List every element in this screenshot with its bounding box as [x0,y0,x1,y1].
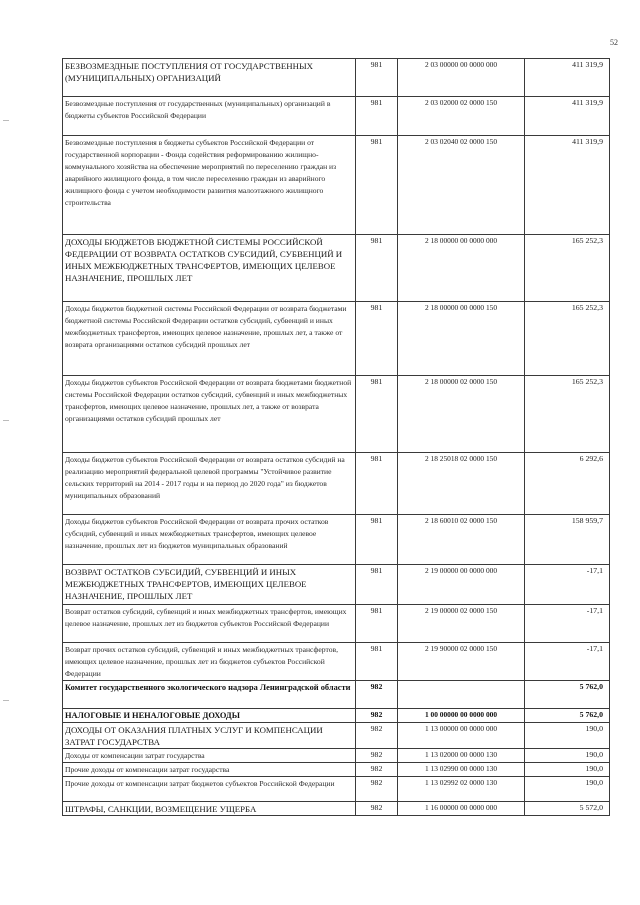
row-amount: 411 319,9 [525,97,610,136]
row-name: Безвозмездные поступления от государственных (муниципальных) организаций в бюджеты субъектов Российской Федерации [63,97,356,136]
row-admin-code: 981 [356,302,398,376]
row-amount: 165 252,3 [525,235,610,302]
table-row [63,515,610,565]
row-budget-code [398,681,525,709]
row-admin-code: 981 [356,565,398,605]
row-admin-code: 981 [356,59,398,97]
table-row [63,709,610,723]
table-row [63,136,610,235]
row-amount: 190,0 [525,749,610,763]
row-admin-code: 981 [356,515,398,565]
table-row [63,376,610,453]
row-budget-code: 2 19 90000 02 0000 150 [398,643,525,681]
row-name: Доходы бюджетов бюджетной системы Российской Федерации от возврата бюджетами бюджетной системы Российской Федерации остатков субсидий, субвенций и иных межбюджетных трансфертов, имеющих целевое назначение, прошлых лет, а также от возврата организациями остатков субсидий прошлых лет [63,302,356,376]
table-row [63,605,610,643]
table-row [63,723,610,749]
table-row [63,97,610,136]
table-row [63,565,610,605]
row-budget-code: 2 18 00000 02 0000 150 [398,376,525,453]
row-amount: 165 252,3 [525,302,610,376]
row-amount: 5 572,0 [525,802,610,816]
margin-mark [3,120,9,121]
row-amount: 411 319,9 [525,59,610,97]
row-admin-code: 982 [356,777,398,802]
row-admin-code: 982 [356,749,398,763]
row-budget-code: 1 16 00000 00 0000 000 [398,802,525,816]
row-name: Безвозмездные поступления в бюджеты субъектов Российской Федерации от государственной корпорации - Фонда содействия реформированию жилищно-коммунального хозяйства на обеспечение мероприятий по переселению граждан из аварийного жилищного фонда, в том числе переселению граждан из аварийного жилищного фонда с учетом необходимости развития малоэтажного жилищного строительства [63,136,356,235]
row-budget-code: 1 13 02992 02 0000 130 [398,777,525,802]
row-name: Возврат остатков субсидий, субвенций и иных межбюджетных трансфертов, имеющих целевое назначение, прошлых лет из бюджетов субъектов Российской Федерации [63,605,356,643]
row-admin-code: 981 [356,235,398,302]
row-budget-code: 2 03 00000 00 0000 000 [398,59,525,97]
row-budget-code: 2 18 60010 02 0000 150 [398,515,525,565]
table-row [63,643,610,681]
row-name: Прочие доходы от компенсации затрат государства [63,763,356,777]
table-row [63,235,610,302]
row-amount: 190,0 [525,723,610,749]
row-amount: 6 292,6 [525,453,610,515]
table-row [63,302,610,376]
row-amount: -17,1 [525,643,610,681]
row-name: ВОЗВРАТ ОСТАТКОВ СУБСИДИЙ, СУБВЕНЦИЙ И ИНЫХ МЕЖБЮДЖЕТНЫХ ТРАНСФЕРТОВ, ИМЕЮЩИХ ЦЕЛЕВОЕ НАЗНАЧЕНИЕ, ПРОШЛЫХ ЛЕТ [63,565,356,605]
row-budget-code: 1 13 02000 00 0000 130 [398,749,525,763]
page-number: 52 [610,38,618,47]
row-amount: -17,1 [525,565,610,605]
table-row [63,777,610,802]
row-name: Возврат прочих остатков субсидий, субвенций и иных межбюджетных трансфертов, имеющих целевое назначение, прошлых лет из бюджетов субъектов Российской Федерации [63,643,356,681]
row-name: Доходы бюджетов субъектов Российской Федерации от возврата прочих остатков субсидий, субвенций и иных межбюджетных трансфертов, имеющих целевое назначение, прошлых лет из бюджетов муниципальных образований [63,515,356,565]
row-budget-code: 1 13 00000 00 0000 000 [398,723,525,749]
row-name: БЕЗВОЗМЕЗДНЫЕ ПОСТУПЛЕНИЯ ОТ ГОСУДАРСТВЕННЫХ (МУНИЦИПАЛЬНЫХ) ОРГАНИЗАЦИЙ [63,59,356,97]
row-admin-code: 982 [356,763,398,777]
table-row [63,802,610,816]
margin-mark [3,420,9,421]
table-row [63,681,610,709]
row-name: ДОХОДЫ БЮДЖЕТОВ БЮДЖЕТНОЙ СИСТЕМЫ РОССИЙСКОЙ ФЕДЕРАЦИИ ОТ ВОЗВРАТА ОСТАТКОВ СУБСИДИЙ, СУБВЕНЦИЙ И ИНЫХ МЕЖБЮДЖЕТНЫХ ТРАНСФЕРТОВ, ИМЕЮЩИХ ЦЕЛЕВОЕ НАЗНАЧЕНИЕ, ПРОШЛЫХ ЛЕТ [63,235,356,302]
row-budget-code: 2 18 00000 00 0000 150 [398,302,525,376]
row-budget-code: 2 18 00000 00 0000 000 [398,235,525,302]
table-row [63,59,610,97]
row-budget-code: 2 03 02000 02 0000 150 [398,97,525,136]
row-amount: 411 319,9 [525,136,610,235]
row-admin-code: 981 [356,376,398,453]
row-admin-code: 981 [356,97,398,136]
budget-revenue-table [62,58,610,816]
table-row [63,749,610,763]
row-name: Доходы бюджетов субъектов Российской Федерации от возврата бюджетами бюджетной системы Российской Федерации остатков субсидий, субвенций и иных межбюджетных трансфертов, имеющих целевое назначение, прошлых лет, а также от возврата организациями остатков субсидий прошлых лет [63,376,356,453]
row-budget-code: 1 00 00000 00 0000 000 [398,709,525,723]
row-admin-code: 982 [356,681,398,709]
row-amount: 5 762,0 [525,681,610,709]
row-amount: 190,0 [525,777,610,802]
row-admin-code: 981 [356,605,398,643]
row-admin-code: 982 [356,802,398,816]
row-admin-code: 981 [356,643,398,681]
row-name: Комитет государственного экологического надзора Ленинградской области [63,681,356,709]
row-amount: 158 959,7 [525,515,610,565]
table-row [63,763,610,777]
row-budget-code: 2 19 00000 00 0000 000 [398,565,525,605]
row-amount: 165 252,3 [525,376,610,453]
row-budget-code: 2 19 00000 02 0000 150 [398,605,525,643]
row-admin-code: 981 [356,136,398,235]
row-name: Доходы от компенсации затрат государства [63,749,356,763]
row-budget-code: 1 13 02990 00 0000 130 [398,763,525,777]
row-admin-code: 982 [356,723,398,749]
row-name: ШТРАФЫ, САНКЦИИ, ВОЗМЕЩЕНИЕ УЩЕРБА [63,802,356,816]
margin-mark [3,700,9,701]
row-name: НАЛОГОВЫЕ И НЕНАЛОГОВЫЕ ДОХОДЫ [63,709,356,723]
row-name: Прочие доходы от компенсации затрат бюджетов субъектов Российской Федерации [63,777,356,802]
row-amount: -17,1 [525,605,610,643]
row-admin-code: 981 [356,453,398,515]
row-budget-code: 2 03 02040 02 0000 150 [398,136,525,235]
row-name: ДОХОДЫ ОТ ОКАЗАНИЯ ПЛАТНЫХ УСЛУГ И КОМПЕНСАЦИИ ЗАТРАТ ГОСУДАРСТВА [63,723,356,749]
table-row [63,453,610,515]
row-name: Доходы бюджетов субъектов Российской Федерации от возврата остатков субсидий на реализацию мероприятий федеральной целевой программы "Устойчивое развитие сельских территорий на 2014 - 2017 годы и на период до 2020 года" из бюджетов муниципальных образований [63,453,356,515]
row-amount: 5 762,0 [525,709,610,723]
row-admin-code: 982 [356,709,398,723]
row-amount: 190,0 [525,763,610,777]
row-budget-code: 2 18 25018 02 0000 150 [398,453,525,515]
